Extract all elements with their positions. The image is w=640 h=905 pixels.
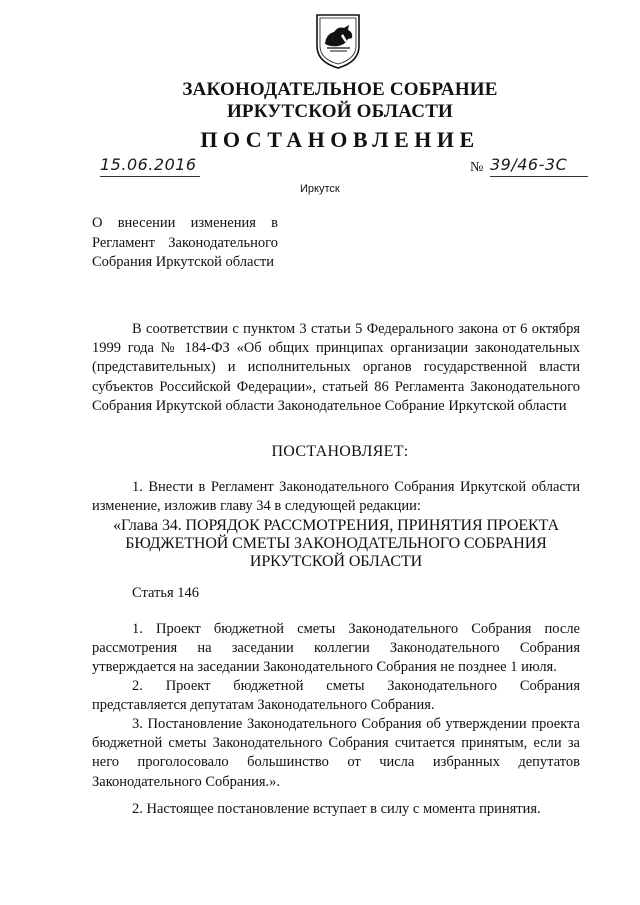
chapter-heading: «Глава 34. ПОРЯДОК РАССМОТРЕНИЯ, ПРИНЯТИЯ ПРОЕКТА БЮДЖЕТНОЙ СМЕТЫ ЗАКОНОДАТЕЛЬНОГО СОБРАНИЯ ИРКУТСКОЙ ОБЛАСТИ: [113, 517, 559, 570]
article-heading: Статья 146: [132, 585, 200, 601]
org-title-line2: ИРКУТСКОЙ ОБЛАСТИ: [226, 101, 454, 122]
org-title-line1: ЗАКОНОДАТЕЛЬНОЕ СОБРАНИЕ: [182, 79, 498, 100]
item-1-paragraph: 1. Внести в Регламент Законодательного Собрания Иркутской области изменение, изложив главу 34 в следующей редакции:: [92, 479, 580, 515]
preamble-paragraph: В соответствии с пунктом 3 статьи 5 Федерального закона от 6 октября 1999 года № 184-ФЗ «Об общих принципах организации законодательных (представительных) и исполнительных органов государственной власти субъектов Российской Федерации», статьей 86 Регламента Законодательного Собрания Иркутской области Законодательное Собрание Иркутской области: [92, 321, 580, 414]
document-type-heading: ПОСТАНОВЛЕНИЕ: [200, 127, 480, 152]
city-label: Иркутск: [300, 183, 340, 195]
handwritten-number: 39/46-3С: [490, 155, 588, 177]
article-item-3: 3. Постановление Законодательного Собрания об утверждении проекта бюджетной сметы Законодательного Собрания считается принятым, если за него проголосовало большинство от числа избранных депутатов Законодательного Собрания.».: [92, 716, 580, 790]
number-sign: №: [470, 160, 484, 175]
article-item-1: 1. Проект бюджетной сметы Законодательного Собрания после рассмотрения на заседании коллегии Законодательного Собрания утверждается на заседании Законодательного Собрания не позднее 1 июля.: [92, 621, 580, 676]
document-number-block: [470, 157, 590, 178]
document-subject: О внесении изменения в Регламент Законодательного Собрания Иркутской области: [92, 215, 278, 271]
coat-of-arms-icon: [314, 12, 362, 70]
article-item-2: 2. Проект бюджетной сметы Законодательного Собрания представляется депутатам Законодательного Собрания.: [92, 678, 580, 714]
resolves-heading: ПОСТАНОВЛЯЕТ:: [271, 443, 409, 460]
item-2-paragraph: 2. Настоящее постановление вступает в силу с момента принятия.: [132, 801, 541, 817]
handwritten-date: 15.06.2016: [100, 155, 200, 177]
